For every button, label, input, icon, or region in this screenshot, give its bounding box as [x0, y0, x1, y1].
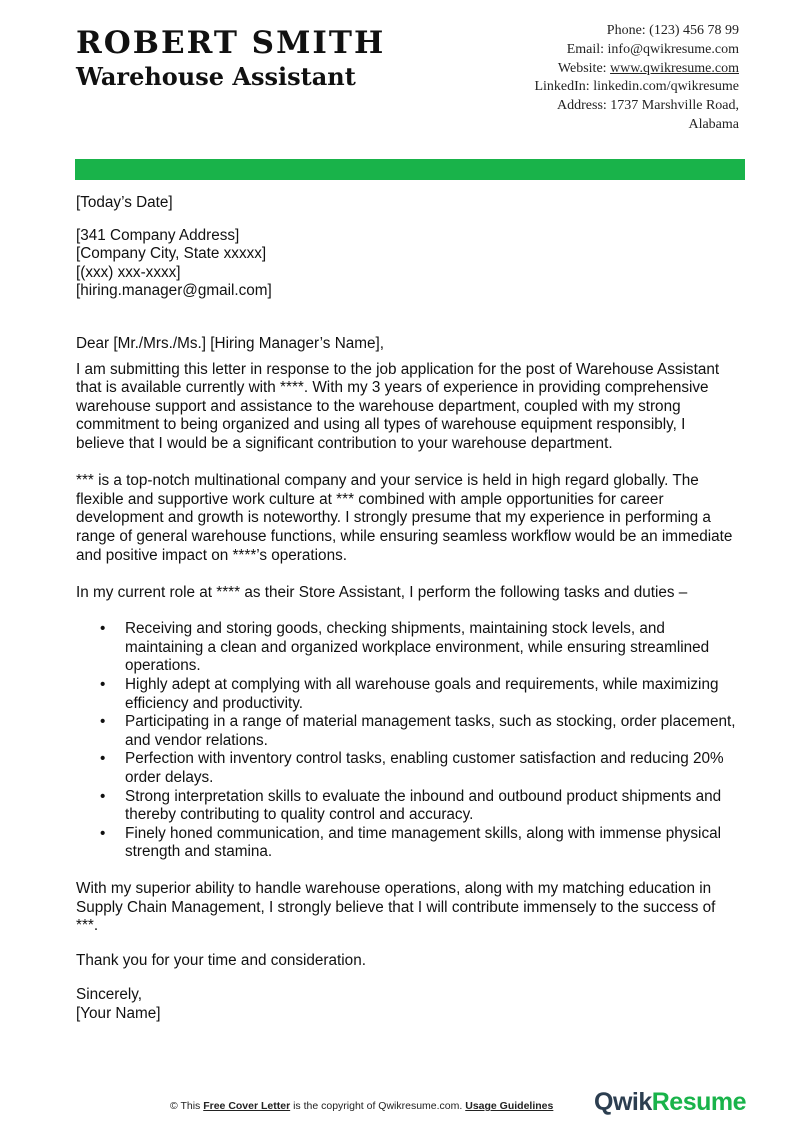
free-cover-letter-link[interactable]: Free Cover Letter — [203, 1100, 291, 1112]
recipient-address: [341 Company Address] — [76, 226, 240, 244]
bullet-icon: • — [100, 620, 106, 638]
list-item — [76, 750, 736, 787]
list-item-text: Perfection with inventory control tasks, enabling customer satisfaction and reducing 20% order delays. — [125, 750, 724, 787]
thanks-line: Thank you for your time and consideration. — [76, 951, 366, 969]
list-item-text: Strong interpretation skills to evaluate the inbound and outbound product shipments and thereby contributing to quality control and accuracy. — [125, 787, 722, 824]
footer-middle: is the copyright of Qwikresume.com. — [290, 1100, 466, 1112]
list-item-text: Receiving and storing goods, checking shipments, maintaining stock levels, and maintaining a clean and organized workplace environment, while ensuring streamlined operations. — [125, 620, 710, 675]
contact-phone: Phone: (123) 456 78 99 — [606, 23, 739, 38]
list-item-text: Finely honed communication, and time management skills, along with immense physical strength and stamina. — [125, 824, 722, 861]
bullet-icon: • — [100, 676, 106, 694]
list-item-text: Highly adept at complying with all warehouse goals and requirements, while maximizing efficiency and productivity. — [125, 676, 719, 712]
recipient-email: [hiring.manager@gmail.com] — [76, 282, 272, 300]
recipient-phone: [(xxx) xxx-xxxx] — [76, 263, 181, 281]
logo-resume: Resume — [651, 1088, 747, 1116]
contact-address-line1: Address: 1737 Marshville Road, — [557, 98, 739, 114]
list-item — [76, 713, 736, 750]
letter-body — [76, 194, 736, 1024]
bullet-icon: • — [100, 713, 106, 731]
list-item — [76, 825, 736, 862]
task-list — [76, 620, 736, 862]
logo-qwik: Qwik — [594, 1088, 652, 1116]
contact-email: Email: info@qwikresume.com — [566, 41, 739, 57]
sign-off: Sincerely, — [76, 986, 143, 1004]
recipient-block — [76, 227, 736, 301]
website-link[interactable]: www.qwikresume.com — [610, 60, 739, 76]
paragraph-intro: I am submitting this letter in response to the job application for the post of Warehouse Assistant that is available currently with ****. With my 3 years of experience in providing comprehensive warehouse support and assistance to the warehouse department, coupled with my strong commitment to being organized and using all types of warehouse equipment responsibly, I believe that I would be a significant contribution to your warehouse department. — [76, 360, 720, 452]
list-item — [76, 788, 736, 825]
qwikresume-logo — [594, 1086, 746, 1118]
bullet-icon: • — [100, 750, 106, 768]
applicant-name: ROBERT SMITH — [76, 25, 386, 61]
contact-block — [439, 22, 739, 135]
contact-linkedin: LinkedIn: linkedin.com/qwikresume — [534, 79, 739, 95]
bullet-icon: • — [100, 824, 106, 842]
usage-guidelines-link[interactable]: Usage Guidelines — [465, 1100, 554, 1112]
header-divider-bar — [75, 159, 745, 180]
footer-prefix: © This — [170, 1100, 204, 1112]
signature-name: [Your Name] — [76, 1004, 161, 1022]
contact-address-line2: Alabama — [688, 116, 739, 132]
paragraph-current-role: In my current role at **** as their Store Assistant, I perform the following tasks and duties – — [76, 583, 688, 601]
copyright-footer — [170, 1099, 553, 1113]
list-item — [76, 620, 736, 676]
contact-website-label: Website: — [557, 60, 611, 76]
list-item-text: Participating in a range of material management tasks, such as stocking, order placement, and vendor relations. — [125, 713, 736, 749]
paragraph-closing: With my superior ability to handle warehouse operations, along with my matching education in Supply Chain Management, I strongly believe that I will contribute immensely to the success of ***. — [76, 880, 716, 935]
letter-date: [Today’s Date] — [76, 194, 173, 211]
paragraph-company: *** is a top-notch multinational company and your service is held in high regard globally. The flexible and supportive work culture at *** combined with ample opportunities for career development and growth is noteworthy. I strongly presume that my experience in performing a range of general warehouse functions, while ensuring seamless workflow would be an immediate and positive impact on ****’s operations. — [76, 472, 733, 564]
job-title: Warehouse Assistant — [76, 62, 356, 91]
contact-website — [439, 60, 739, 79]
bullet-icon: • — [100, 787, 106, 805]
list-item — [76, 676, 736, 713]
recipient-city: [Company City, State xxxxx] — [76, 245, 267, 263]
salutation: Dear [Mr./Mrs./Ms.] [Hiring Manager’s Name], — [76, 334, 384, 352]
